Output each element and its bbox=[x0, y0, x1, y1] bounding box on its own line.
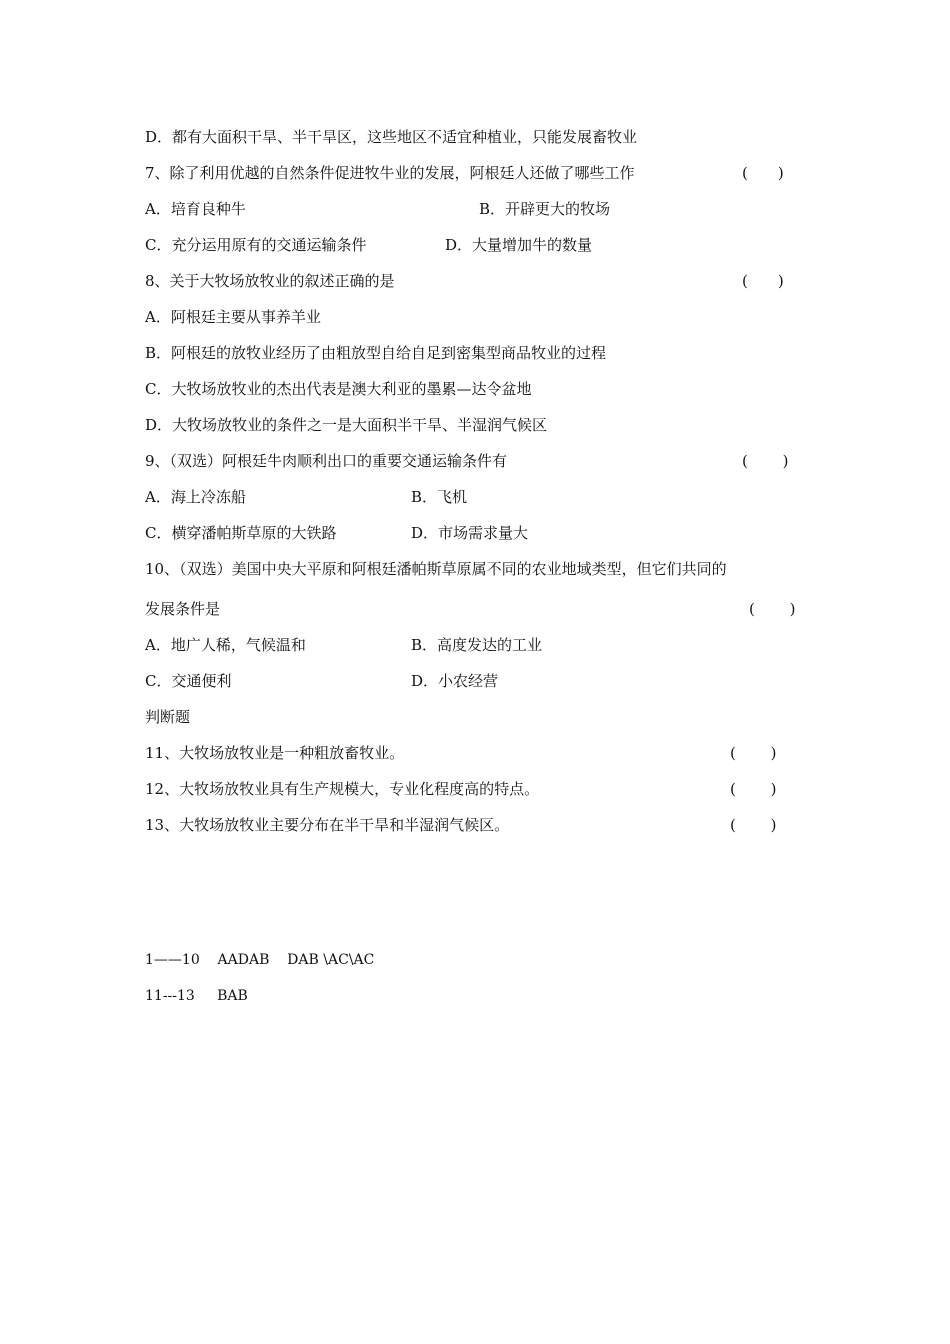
q9-answer-bracket: ( ) bbox=[742, 452, 789, 470]
q11-stem: 11、大牧场放牧业是一种粗放畜牧业。 bbox=[145, 744, 405, 762]
q7-option-b: B．开辟更大的牧场 bbox=[479, 200, 611, 218]
q8-option-d-text: D．大牧场放牧业的条件之一是大面积半干旱、半湿润气候区 bbox=[145, 416, 548, 434]
q8-option-a-text: A．阿根廷主要从事养羊业 bbox=[145, 308, 321, 326]
q9-options-row1 bbox=[145, 485, 815, 509]
q10-stem-line1 bbox=[145, 557, 815, 581]
q11-line bbox=[145, 741, 815, 765]
q9-stem: 9、（双选）阿根廷牛肉顺利出口的重要交通运输条件有 bbox=[145, 452, 508, 470]
q7-stem-line bbox=[145, 161, 815, 185]
q7-options-row1 bbox=[145, 197, 815, 221]
q10-option-b: B．高度发达的工业 bbox=[411, 636, 543, 654]
q10-options-row2 bbox=[145, 669, 815, 693]
q8-stem-line bbox=[145, 269, 815, 293]
answer-key-line1: 1——10 AADAB DAB \AC\AC bbox=[145, 952, 375, 968]
q10-stem-line2 bbox=[145, 597, 815, 621]
answer-key-line2: 11---13 BAB bbox=[145, 988, 248, 1004]
q8-option-c bbox=[145, 377, 815, 401]
q7-option-a: A．培育良种牛 bbox=[145, 200, 246, 218]
q7-option-c: C．充分运用原有的交通运输条件 bbox=[145, 236, 367, 254]
q7-answer-bracket: ( ) bbox=[742, 164, 784, 182]
q9-option-a: A．海上冷冻船 bbox=[145, 488, 246, 506]
q8-answer-bracket: ( ) bbox=[742, 272, 784, 290]
q7-option-d: D．大量增加牛的数量 bbox=[445, 236, 593, 254]
q6-option-d-text: D．都有大面积干旱、半干旱区，这些地区不适宜种植业，只能发展畜牧业 bbox=[145, 128, 638, 146]
q8-option-c-text: C．大牧场放牧业的杰出代表是澳大利亚的墨累—达令盆地 bbox=[145, 380, 532, 398]
q13-stem: 13、大牧场放牧业主要分布在半干旱和半湿润气候区。 bbox=[145, 816, 510, 834]
section-heading-judge bbox=[145, 705, 815, 729]
q8-option-a bbox=[145, 305, 815, 329]
q8-option-d bbox=[145, 413, 815, 437]
q12-answer-bracket: ( ) bbox=[730, 780, 777, 798]
q9-stem-line bbox=[145, 449, 815, 473]
q13-line bbox=[145, 813, 815, 837]
q10-options-row1 bbox=[145, 633, 815, 657]
q9-option-d: D．市场需求量大 bbox=[411, 524, 529, 542]
q7-options-row2 bbox=[145, 233, 815, 257]
q9-option-b: B．飞机 bbox=[411, 488, 468, 506]
q12-stem: 12、大牧场放牧业具有生产规模大，专业化程度高的特点。 bbox=[145, 780, 540, 798]
q9-option-c: C．横穿潘帕斯草原的大铁路 bbox=[145, 524, 337, 542]
q12-line bbox=[145, 777, 815, 801]
q7-stem: 7、除了利用优越的自然条件促进牧牛业的发展，阿根廷人还做了哪些工作 bbox=[145, 164, 635, 182]
q8-option-b bbox=[145, 341, 815, 365]
q10-stem-part2: 发展条件是 bbox=[145, 600, 221, 618]
q10-option-c: C．交通便利 bbox=[145, 672, 232, 690]
q10-answer-bracket: ( ) bbox=[749, 600, 796, 618]
q13-answer-bracket: ( ) bbox=[730, 816, 777, 834]
q10-option-a: A．地广人稀，气候温和 bbox=[145, 636, 306, 654]
q8-option-b-text: B．阿根廷的放牧业经历了由粗放型自给自足到密集型商品牧业的过程 bbox=[145, 344, 607, 362]
q10-option-d: D．小农经营 bbox=[411, 672, 499, 690]
q11-answer-bracket: ( ) bbox=[730, 744, 777, 762]
section-heading-judge-text: 判断题 bbox=[145, 708, 191, 726]
q9-options-row2 bbox=[145, 521, 815, 545]
q6-option-d bbox=[145, 125, 815, 149]
q10-stem-part1: 10、（双选）美国中央大平原和阿根廷潘帕斯草原属不同的农业地域类型，但它们共同的 bbox=[145, 560, 727, 578]
q8-stem: 8、关于大牧场放牧业的叙述正确的是 bbox=[145, 272, 395, 290]
